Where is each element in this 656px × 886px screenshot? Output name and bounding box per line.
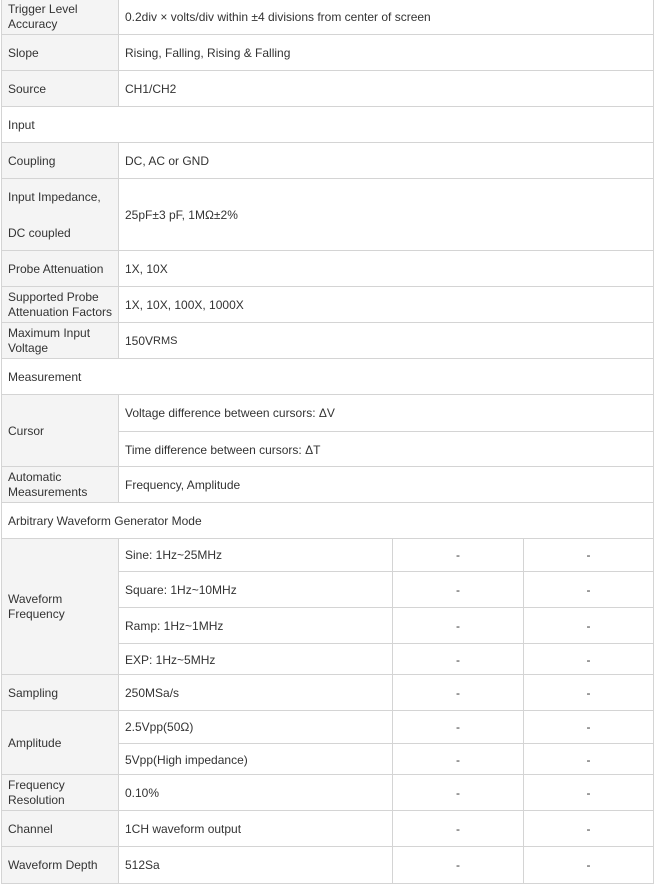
section-title-input: Input [1,107,654,143]
label-probe-attenuation: Probe Attenuation [1,251,119,287]
row-supported-probe [1,286,654,323]
dash-cell: - [586,719,591,734]
value-ramp: Ramp: 1Hz~1MHz [119,607,392,644]
value-channel: 1CH waveform output [125,821,242,836]
label-sampling: Sampling [1,675,119,711]
label-amplitude: Amplitude [1,711,119,775]
value-coupling: DC, AC or GND [119,143,654,179]
label-slope: Slope [1,35,119,71]
label-impedance-line2: DC coupled [8,225,71,240]
col2-waveform-frequency [392,539,523,675]
dash-cell: - [524,607,653,644]
row-slope [1,34,654,71]
value-slope: Rising, Falling, Rising & Falling [119,35,654,71]
section-measurement [1,358,654,395]
row-automatic-measurements [1,466,654,503]
dash-cell: - [586,547,591,562]
value-cursor [119,395,654,467]
row-cursor [1,394,654,467]
row-frequency-resolution [1,774,654,811]
dash-cell: - [392,775,523,811]
dash-cell: - [456,547,460,562]
label-cursor: Cursor [1,395,119,467]
dash-cell: - [392,811,523,847]
value-sampling: 250MSa/s [125,685,180,700]
label-source: Source [1,71,119,107]
label-waveform-depth: Waveform Depth [1,847,119,883]
label-input-impedance [1,179,119,251]
dash-cell: - [523,775,654,811]
col3-waveform-frequency [523,539,654,675]
label-supported-probe: Supported Probe Attenuation Factors [1,287,119,323]
dash-cell: - [456,719,460,734]
row-coupling [1,142,654,179]
dash-cell: - [393,743,523,776]
label-impedance-line1: Input Impedance, [8,189,101,204]
row-max-input-voltage [1,322,654,359]
label-coupling: Coupling [1,143,119,179]
section-awg [1,502,654,539]
row-waveform-depth [1,846,654,884]
dash-cell: - [523,675,654,711]
values-amplitude [119,711,392,775]
label-max-input-voltage: Maximum Input Voltage [1,323,119,359]
value-waveform-depth: 512Sa [125,857,160,872]
values-waveform-frequency [119,539,392,675]
value-max-input-main: 150V [125,333,154,348]
col3-amplitude [523,711,654,775]
dash-cell: - [392,675,523,711]
value-frequency-resolution: 0.10% [125,785,160,800]
section-input [1,106,654,143]
dash-cell: - [523,847,654,883]
value-sine: Sine: 1Hz~25MHz [125,547,223,562]
row-channel [1,810,654,847]
value-probe-attenuation: 1X, 10X [119,251,654,287]
section-title-awg: Arbitrary Waveform Generator Mode [1,503,654,539]
value-square: Square: 1Hz~10MHz [119,571,392,608]
value-automatic-measurements: Frequency, Amplitude [119,467,654,503]
row-input-impedance [1,178,654,251]
value-exp: EXP: 1Hz~5MHz [119,643,392,676]
row-sampling [1,674,654,711]
dash-cell: - [524,643,653,676]
value-input-impedance: 25pF±3 pF, 1MΩ±2% [119,179,654,251]
row-waveform-frequency [1,538,654,675]
dash-cell: - [524,743,653,776]
row-probe-attenuation [1,250,654,287]
dash-cell: - [392,847,523,883]
label-automatic-measurements: Automatic Measurements [1,467,119,503]
label-trigger-level: Trigger Level Accuracy [1,0,119,35]
dash-cell: - [523,811,654,847]
value-amplitude-50ohm: 2.5Vpp(50Ω) [125,719,194,734]
row-source [1,70,654,107]
dash-cell: - [393,643,523,676]
value-source: CH1/CH2 [119,71,654,107]
value-max-input-sub: RMS [153,334,178,347]
value-cursor-time: Time difference between cursors: ΔT [119,431,653,468]
section-title-measurement: Measurement [1,359,654,395]
value-cursor-voltage: Voltage difference between cursors: ΔV [125,405,335,420]
dash-cell: - [393,571,523,608]
row-trigger-level [1,0,654,35]
label-waveform-frequency: Waveform Frequency [1,539,119,675]
value-supported-probe: 1X, 10X, 100X, 1000X [119,287,654,323]
dash-cell: - [524,571,653,608]
label-frequency-resolution: Frequency Resolution [1,775,119,811]
col2-amplitude [392,711,523,775]
dash-cell: - [393,607,523,644]
label-channel: Channel [1,811,119,847]
row-amplitude [1,710,654,775]
value-trigger-level: 0.2div × volts/div within ±4 divisions from center of screen [119,0,654,35]
value-amplitude-high-z: 5Vpp(High impedance) [119,743,392,776]
value-max-input-voltage [119,323,654,359]
